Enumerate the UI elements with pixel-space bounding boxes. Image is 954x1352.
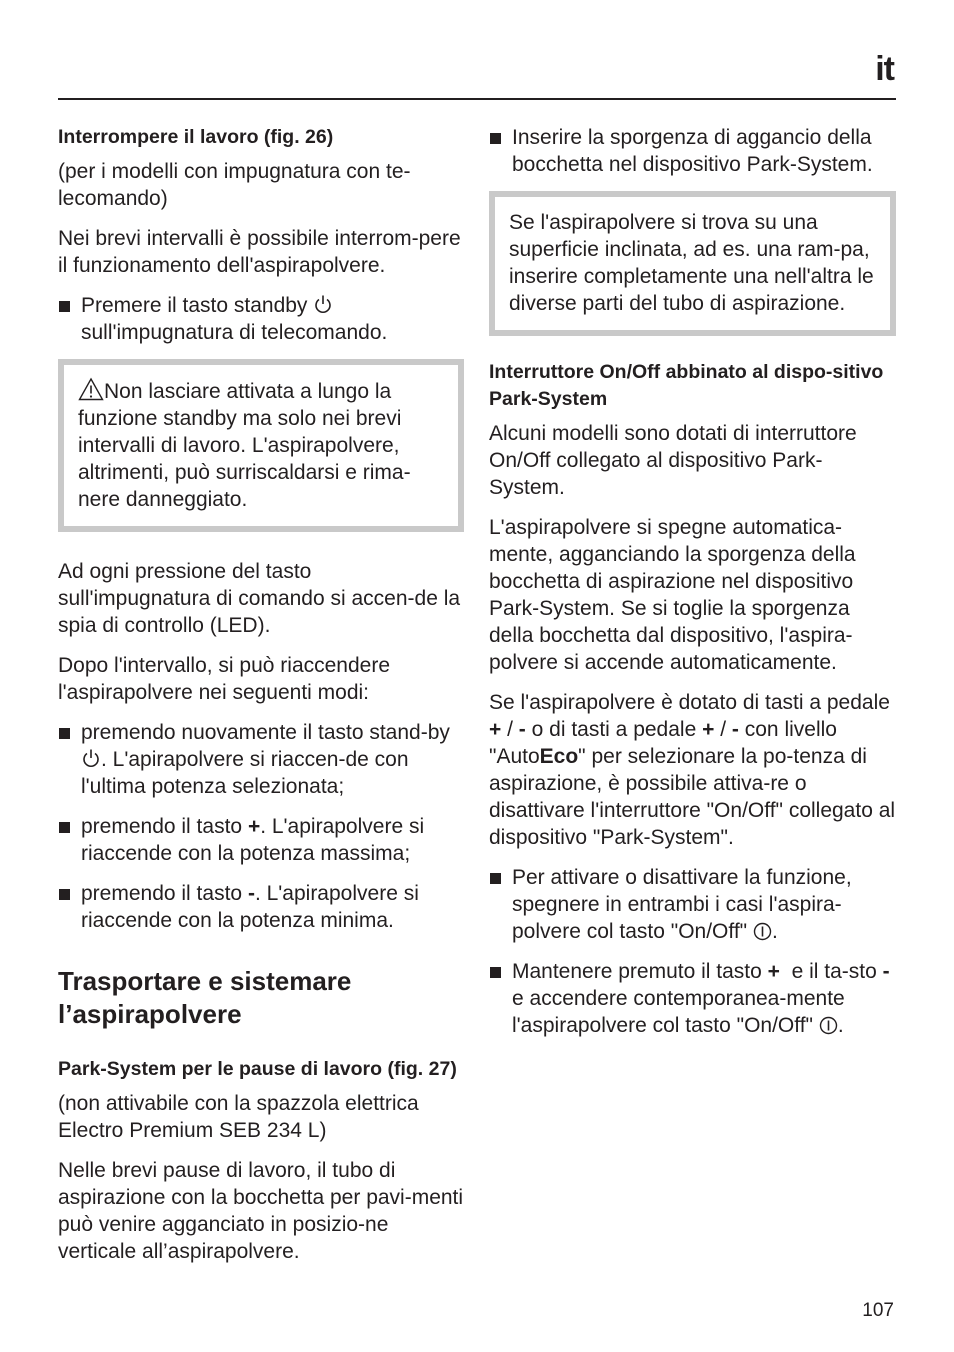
bullet-item: Mantenere premuto il tasto + e il ta-sto - e accendere contemporanea-mente l'aspirapolvere col tasto "On/Off" . — [489, 958, 896, 1039]
plus-key: + — [767, 960, 780, 983]
bullet-square — [490, 133, 501, 144]
page-number: 107 — [862, 1300, 894, 1321]
header-rule — [58, 98, 896, 100]
bullet-item: Per attivare o disattivare la funzione, spegnere in entrambi i casi l'aspira-polvere col tasto "On/Off" . — [489, 864, 896, 945]
bullet-item: Inserire la sporgenza di aggancio della bocchetta nel dispositivo Park-System. — [489, 124, 896, 178]
bullet-item: premendo il tasto -. L'apirapolvere si riaccende con la potenza minima. — [58, 880, 464, 934]
on-off-circle-icon — [819, 1016, 838, 1035]
paragraph: Ad ogni pressione del tasto sull'impugnatura di comando si accen-de la spia di controllo (LED). — [58, 560, 461, 637]
bullet-item: Premere il tasto standby sull'impugnatura di telecomando. — [58, 292, 464, 346]
on-off-circle-icon — [753, 922, 772, 941]
bullet-item: premendo nuovamente il tasto stand-by . L'apirapolvere si riaccen-de con l'ultima potenza selezionata; — [58, 719, 464, 800]
warning-text: Non lasciare attivata a lungo la funzione standby ma solo nei brevi intervalli di lavoro. L'aspirapolvere, altrimenti, può surriscaldarsi e rima-nere danneggiato. — [78, 380, 411, 511]
paragraph: Alcuni modelli sono dotati di interruttore On/Off collegato al dispositivo Park-System. — [489, 422, 857, 499]
bullet-square — [59, 301, 70, 312]
warning-box — [58, 359, 464, 532]
bullet-square — [490, 873, 501, 884]
paragraph: (per i modelli con impugnatura con te-lecomando) — [58, 160, 411, 210]
warning-triangle-icon — [78, 377, 104, 401]
bullet-square — [59, 889, 70, 900]
section-title: Trasportare e sistemare l’aspirapolvere — [58, 966, 352, 1029]
note-box — [489, 191, 896, 336]
bullet-square — [59, 728, 70, 739]
paragraph: L'aspirapolvere si spegne automatica-mente, agganciando la sporgenza della bocchetta di aspirazione nel dispositivo Park-System. Se si toglie la sporgenza della bocchetta dal dispositivo, l'aspira-polvere si accende automaticamente. — [489, 516, 856, 674]
note-text: Se l'aspirapolvere si trova su una superficie inclinata, ad es. una ram-pa, inserire completamente una nell'altra le diverse parti del tubo di aspirazione. — [509, 211, 874, 315]
heading-interrupt-work: Interrompere il lavoro (fig. 26) — [58, 126, 334, 148]
minus-key: - — [247, 882, 255, 905]
heading-park-system: Park-System per le pause di lavoro (fig. 27) — [58, 1058, 457, 1080]
bullet-square — [59, 822, 70, 833]
power-standby-icon — [81, 748, 101, 769]
minus-key: - — [882, 960, 890, 983]
paragraph: Dopo l'intervallo, si può riaccendere l'aspirapolvere nei seguenti modi: — [58, 654, 391, 704]
bullet-square — [490, 967, 501, 978]
right-column — [489, 124, 896, 1052]
paragraph: Nelle brevi pause di lavoro, il tubo di aspirazione con la bocchetta per pavi-menti può venire agganciato in posizio-ne verticale all’aspirapolvere. — [58, 1159, 464, 1263]
eco-label: Eco — [539, 745, 579, 768]
paragraph: Se l'aspirapolvere è dotato di tasti a pedale + / - o di tasti a pedale + / - con livello "AutoEco" per selezionare la po-tenza di aspirazione, è possibile attiva-re o disattivare l'interruttore "On/Off" collegato al dispositivo "Park-System". — [489, 691, 896, 849]
bullet-item: premendo il tasto +. L'apirapolvere si riaccende con la potenza massima; — [58, 813, 464, 867]
power-standby-icon — [313, 294, 333, 315]
language-tag: it — [875, 50, 894, 88]
paragraph: Nei brevi intervalli è possibile interrom-pere il funzionamento dell'aspirapolvere. — [58, 227, 461, 277]
plus-key: + — [247, 815, 261, 838]
left-column — [58, 124, 464, 1278]
paragraph: (non attivabile con la spazzola elettrica Electro Premium SEB 234 L) — [58, 1092, 419, 1142]
heading-on-off-switch: Interruttore On/Off abbinato al dispo-sitivo Park-System — [489, 361, 884, 410]
